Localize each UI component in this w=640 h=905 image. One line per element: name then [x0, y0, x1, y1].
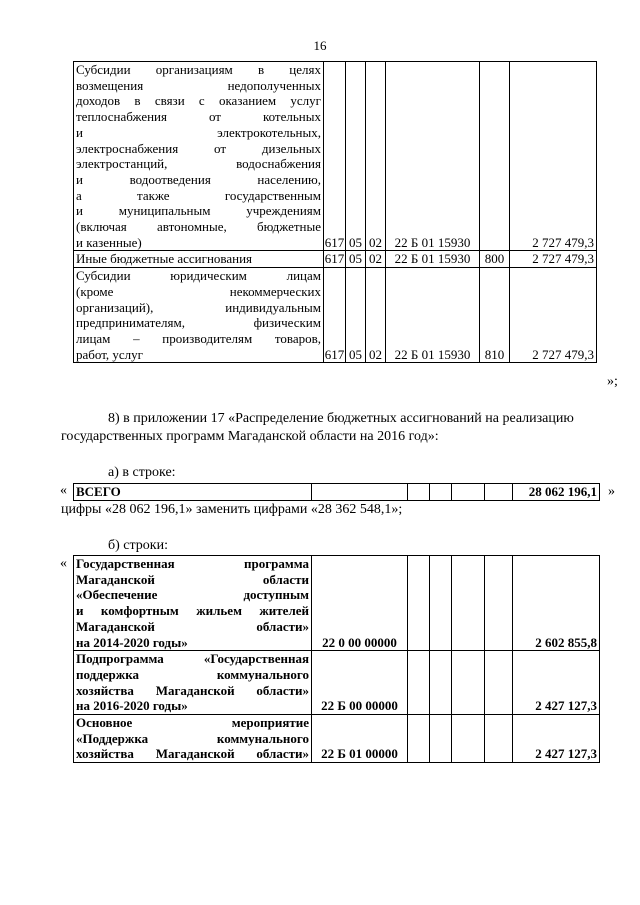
text-line: (кроме некоммерческих [76, 283, 321, 299]
sum-cell: 2 727 479,3 [510, 62, 597, 251]
replace-instruction: цифры «28 062 196,1» заменить цифрами «28 362 548,1»; [61, 502, 403, 517]
empty-cell [452, 556, 485, 651]
text-line: и электрокотельных, [76, 124, 321, 140]
empty-cell [408, 651, 430, 715]
closing-quote-mark: »; [607, 374, 618, 389]
text-line: электроснабжения от дизельных [76, 140, 321, 156]
row-name-cell [74, 62, 324, 251]
text-line: и муниципальным учреждениям [76, 203, 321, 219]
text-line: и комфортным жильем жителей [76, 603, 309, 619]
text-line: «Поддержка коммунального [76, 730, 309, 746]
ved-cell: 617 [324, 251, 345, 267]
empty-cell [485, 484, 513, 501]
sum-cell: 2 727 479,3 [510, 251, 597, 268]
rz-cell: 05 [346, 62, 366, 251]
total-table [73, 483, 600, 501]
table-row [74, 62, 597, 251]
sum-cell: 2 427 127,3 [513, 651, 600, 715]
paragraph-8-line-2: государственных программ Магаданской области на 2016 год»: [61, 429, 439, 444]
empty-cell [430, 715, 452, 763]
rz-cell: 05 [346, 268, 366, 363]
table-row [74, 251, 597, 268]
text-line: лицам – производителям товаров, [76, 330, 321, 346]
text-line: Иные бюджетные ассигнования [76, 251, 253, 267]
empty-cell [430, 484, 452, 501]
opening-quote-mark: « [60, 483, 67, 498]
empty-cell [452, 484, 485, 501]
text-line: Основное мероприятие [76, 715, 309, 731]
table-row [74, 556, 600, 651]
text-line: Государственная программа [76, 556, 309, 571]
code-cell: 22 Б 00 00000 [312, 651, 408, 715]
text-line: Субсидии юридическим лицам [76, 268, 321, 284]
text-line: (включая автономные, бюджетные [76, 219, 321, 235]
text-line: Подпрограмма «Государственная [76, 651, 309, 667]
table-row [74, 651, 600, 715]
text-line: теплоснабжения от котельных [76, 109, 321, 125]
empty-cell [485, 651, 513, 715]
code-cell: 22 0 00 00000 [312, 556, 408, 651]
text-line: доходов в связи с оказанием услуг [76, 93, 321, 109]
program-table [73, 555, 600, 763]
row-name-cell [74, 268, 324, 363]
rz-cell: 05 [346, 251, 366, 268]
ved-cell: 617 [324, 62, 346, 251]
budget-table [73, 61, 597, 363]
text-line: и водоотведения населению, [76, 171, 321, 187]
sum-cell: 2 427 127,3 [513, 715, 600, 763]
vr-cell: 810 [480, 268, 510, 363]
table-row [74, 715, 600, 763]
text-line: хозяйства Магаданской области» [76, 746, 309, 762]
text-line: и казенные) [76, 234, 142, 250]
csr-cell: 22 Б 01 15930 [386, 251, 480, 268]
subsection-b-label: б) строки: [108, 538, 168, 553]
empty-cell [408, 556, 430, 651]
sum-cell: 2 727 479,3 [510, 268, 597, 363]
empty-cell [485, 715, 513, 763]
text-line: хозяйства Магаданской области» [76, 682, 309, 698]
opening-quote-mark: « [60, 556, 67, 571]
csr-cell: 22 Б 01 15930 [386, 62, 480, 251]
csr-cell: 22 Б 01 15930 [386, 268, 480, 363]
empty-cell [408, 484, 430, 501]
empty-cell [452, 715, 485, 763]
text-line: организаций), индивидуальным [76, 299, 321, 315]
subsection-a-label: а) в строке: [108, 465, 176, 480]
row-name-cell [74, 651, 312, 715]
empty-cell [408, 715, 430, 763]
ved-cell: 617 [324, 268, 346, 363]
pr-cell: 02 [366, 251, 386, 268]
text-line: возмещения недополученных [76, 77, 321, 93]
row-name-cell [74, 715, 312, 763]
text-line: Субсидии организациям в целях [76, 62, 321, 77]
table-row [74, 268, 597, 363]
text-line: электростанций, водоснабжения [76, 156, 321, 172]
closing-quote-mark: » [608, 484, 615, 499]
code-cell: 22 Б 01 00000 [312, 715, 408, 763]
empty-cell [312, 484, 408, 501]
empty-cell [452, 651, 485, 715]
text-line: Магаданской области» [76, 618, 309, 634]
text-line: на 2014-2020 годы» [76, 634, 188, 650]
text-line: Магаданской области [76, 571, 309, 587]
text-line: «Обеспечение доступным [76, 587, 309, 603]
total-label-cell: ВСЕГО [74, 484, 312, 501]
sum-cell: 2 602 855,8 [513, 556, 600, 651]
text-line: поддержка коммунального [76, 666, 309, 682]
text-line: работ, услуг [76, 346, 144, 362]
row-name-cell [74, 251, 324, 268]
text-line: на 2016-2020 годы» [76, 698, 188, 714]
text-line: предпринимателям, физическим [76, 315, 321, 331]
empty-cell [485, 556, 513, 651]
text-line: а также государственным [76, 187, 321, 203]
pr-cell: 02 [366, 268, 386, 363]
vr-cell [480, 62, 510, 251]
pr-cell: 02 [366, 62, 386, 251]
total-sum-cell: 28 062 196,1 [513, 484, 600, 501]
empty-cell [430, 651, 452, 715]
paragraph-8-line-1: 8) в приложении 17 «Распределение бюджетных ассигнований на реализацию [108, 411, 574, 426]
row-name-cell [74, 556, 312, 651]
page-number: 16 [313, 38, 327, 53]
empty-cell [430, 556, 452, 651]
table-row [74, 484, 600, 501]
vr-cell: 800 [480, 251, 510, 268]
